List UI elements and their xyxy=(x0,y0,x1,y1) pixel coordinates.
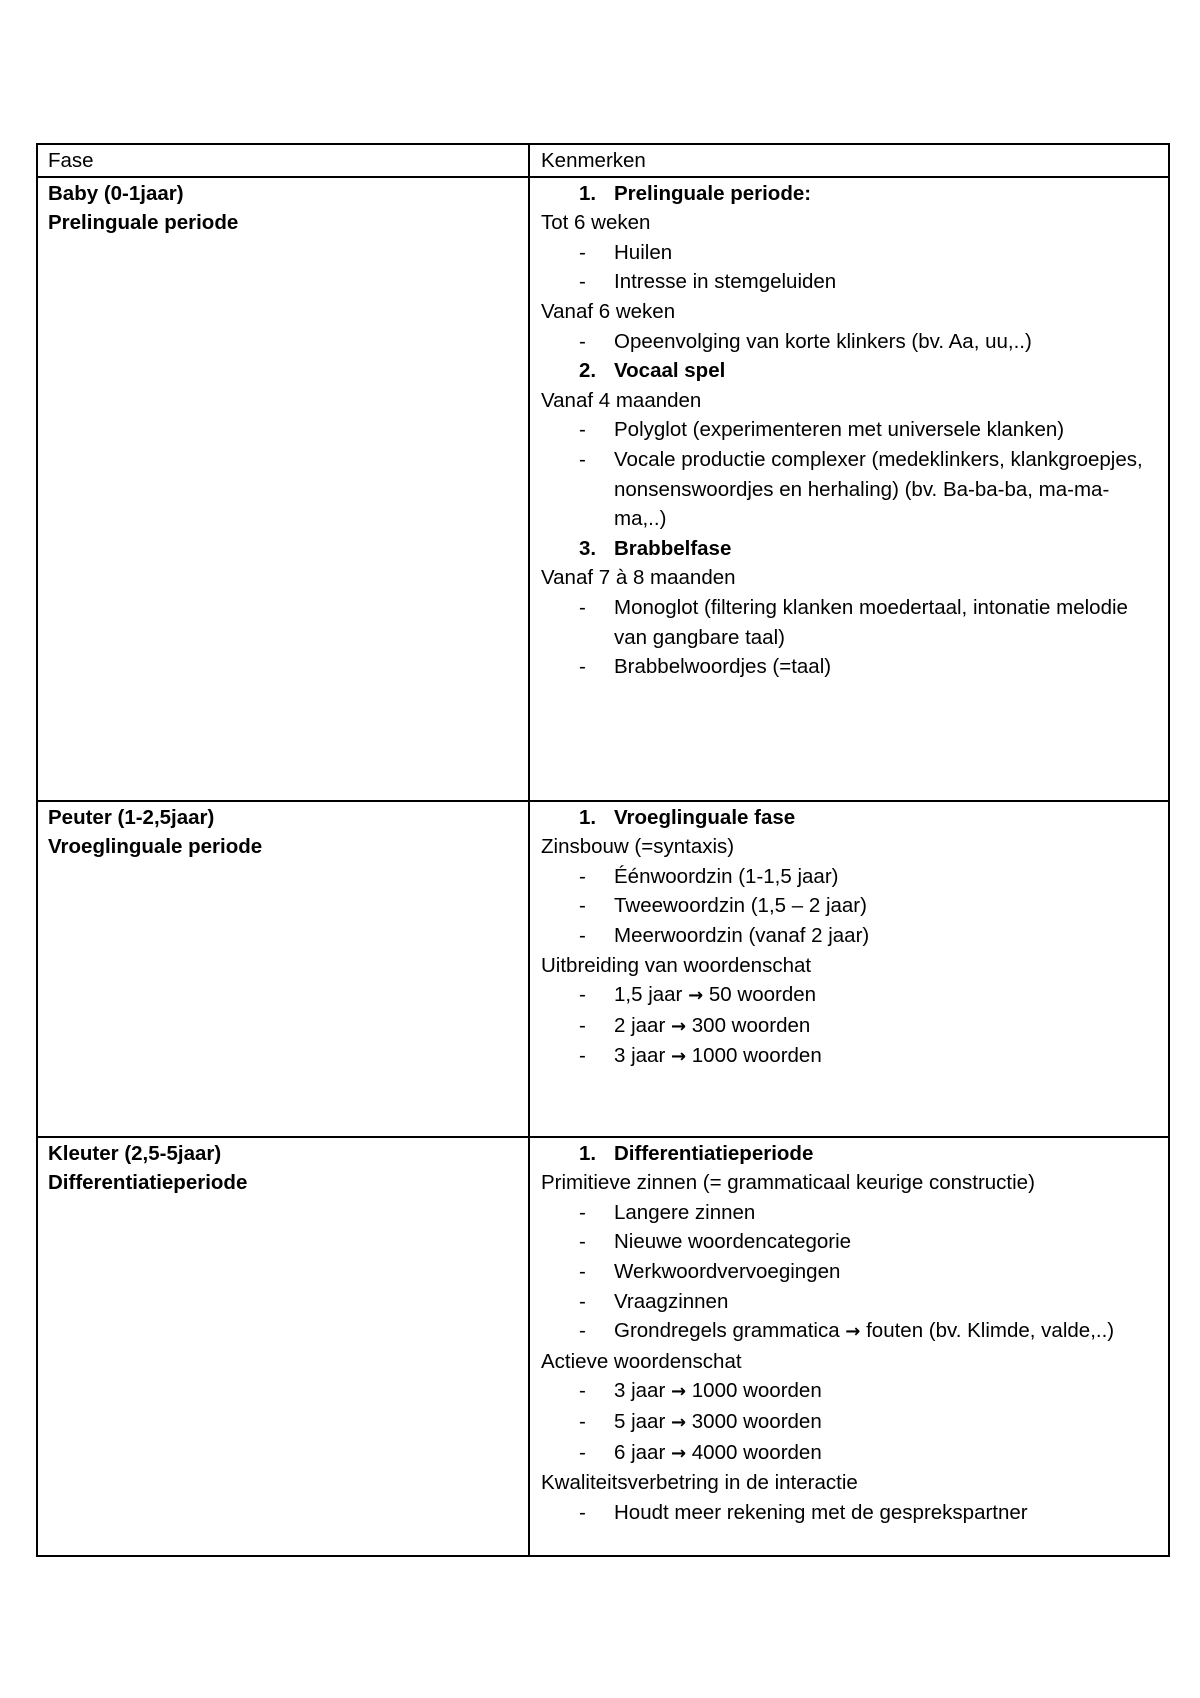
fase-title: Peuter (1-2,5jaar) xyxy=(48,805,215,829)
fase-title: Baby (0-1jaar) xyxy=(48,181,184,205)
list-item-text: Werkwoordvervoegingen xyxy=(614,1259,841,1283)
table-row xyxy=(37,1137,1169,1556)
table-header-row xyxy=(37,144,1169,177)
fase-cell xyxy=(37,801,529,1137)
dash-bullet: - xyxy=(579,1200,586,1224)
list-item xyxy=(541,1041,1168,1072)
list-item-text: Huilen xyxy=(614,240,673,264)
dash-bullet: - xyxy=(579,270,586,294)
heading-number: 3. xyxy=(579,536,597,560)
header-fase: Fase xyxy=(48,149,94,172)
phase-table xyxy=(36,143,1170,1557)
list-item-text: Grondregels grammatica xyxy=(614,1319,840,1343)
dash-bullet: - xyxy=(579,1379,586,1403)
subsection-label: Vanaf 6 weken xyxy=(541,299,676,323)
dash-bullet: - xyxy=(579,983,586,1007)
arrow-right-icon: → xyxy=(670,1442,687,1464)
dash-bullet: - xyxy=(579,1044,586,1068)
list-item-text: fouten (bv. Klimde, valde,..) xyxy=(866,1319,1115,1343)
subsection-label: Tot 6 weken xyxy=(541,211,651,235)
list-item-text: Langere zinnen xyxy=(614,1200,756,1224)
list-item-text: Polyglot (experimenteren met universele klanken) xyxy=(614,418,1065,442)
dash-bullet: - xyxy=(579,1289,586,1313)
list-item xyxy=(541,1011,1168,1042)
heading-text: Prelinguale periode: xyxy=(614,181,812,205)
dash-bullet: - xyxy=(579,864,586,888)
heading-text: Differentiatieperiode xyxy=(614,1141,814,1165)
list-item-text: Meerwoordzin (vanaf 2 jaar) xyxy=(614,923,870,947)
numbered-heading xyxy=(541,179,1168,209)
list-item-text: Monoglot (filtering klanken moedertaal, intonatie melodie van gangbare taal) xyxy=(614,595,1128,649)
dash-bullet: - xyxy=(579,1409,586,1433)
kenmerken-cell xyxy=(529,177,1169,801)
heading-number: 1. xyxy=(579,1141,597,1165)
subsection-label: Actieve woordenschat xyxy=(541,1349,742,1373)
heading-number: 1. xyxy=(579,805,597,829)
list-item xyxy=(541,327,1168,357)
fase-subtitle: Prelinguale periode xyxy=(48,211,239,235)
subsection-label: Zinsbouw (=syntaxis) xyxy=(541,835,735,859)
list-item xyxy=(541,921,1168,951)
arrow-right-icon: → xyxy=(845,1321,861,1343)
list-item-text: Tweewoordzin (1,5 – 2 jaar) xyxy=(614,894,867,918)
heading-text: Brabbelfase xyxy=(614,536,732,560)
numbered-heading xyxy=(541,534,1168,564)
list-item-text: 1,5 jaar xyxy=(614,983,683,1007)
kenmerken-cell xyxy=(529,801,1169,1137)
dash-bullet: - xyxy=(579,894,586,918)
list-item-text: Nieuwe woordencategorie xyxy=(614,1230,852,1254)
list-item-text: 1000 woorden xyxy=(691,1379,822,1403)
list-item-text: 1000 woorden xyxy=(691,1044,822,1068)
list-item xyxy=(541,1287,1168,1317)
fase-title: Kleuter (2,5-5jaar) xyxy=(48,1141,222,1165)
arrow-right-icon: → xyxy=(670,1411,687,1433)
list-item-text: 300 woorden xyxy=(691,1013,811,1037)
fase-cell xyxy=(37,1137,529,1556)
dash-bullet: - xyxy=(579,329,586,353)
list-item xyxy=(541,415,1168,445)
list-item-text: 3 jaar xyxy=(614,1044,666,1068)
arrow-right-icon: → xyxy=(670,1015,687,1037)
dash-bullet: - xyxy=(579,1440,586,1464)
list-item-text: 2 jaar xyxy=(614,1013,666,1037)
list-item xyxy=(541,267,1168,297)
header-kenmerken-cell xyxy=(529,144,1169,177)
list-item-text: 3 jaar xyxy=(614,1379,666,1403)
subsection-label: Vanaf 4 maanden xyxy=(541,388,702,412)
list-item xyxy=(541,1198,1168,1228)
dash-bullet: - xyxy=(579,655,586,679)
arrow-right-icon: → xyxy=(670,1381,687,1403)
list-item xyxy=(541,1227,1168,1257)
list-item-text: Éénwoordzin (1-1,5 jaar) xyxy=(614,864,839,888)
list-item xyxy=(541,1407,1168,1438)
list-item-text: Houdt meer rekening met de gesprekspartner xyxy=(614,1500,1028,1524)
list-item xyxy=(541,891,1168,921)
subsection-label: Vanaf 7 à 8 maanden xyxy=(541,566,736,590)
fase-subtitle: Vroeglinguale periode xyxy=(48,835,263,859)
subsection-label: Uitbreiding van woordenschat xyxy=(541,953,812,977)
subsection-label: Primitieve zinnen (= grammaticaal keurige constructie) xyxy=(541,1171,1035,1195)
dash-bullet: - xyxy=(579,418,586,442)
fase-cell xyxy=(37,177,529,801)
list-item-text: Vraagzinnen xyxy=(614,1289,729,1313)
numbered-heading xyxy=(541,1139,1168,1169)
table-row xyxy=(37,177,1169,801)
numbered-heading xyxy=(541,803,1168,833)
list-item-text: Vocale productie complexer (medeklinkers, klankgroepjes, nonsenswoordjes en herhaling) (bv. Ba-ba-ba, ma-ma-ma,..) xyxy=(614,447,1143,531)
dash-bullet: - xyxy=(579,447,586,471)
dash-bullet: - xyxy=(579,1259,586,1283)
header-fase-cell xyxy=(37,144,529,177)
heading-text: Vocaal spel xyxy=(614,359,726,383)
dash-bullet: - xyxy=(579,1230,586,1254)
table-row xyxy=(37,801,1169,1137)
heading-number: 2. xyxy=(579,359,597,383)
heading-text: Vroeglinguale fase xyxy=(614,805,796,829)
dash-bullet: - xyxy=(579,1319,586,1343)
heading-number: 1. xyxy=(579,181,597,205)
list-item xyxy=(541,1257,1168,1287)
arrow-right-icon: → xyxy=(670,1046,687,1068)
list-item-text: Brabbelwoordjes (=taal) xyxy=(614,655,832,679)
list-item xyxy=(541,593,1168,652)
list-item-text: 4000 woorden xyxy=(691,1440,822,1464)
list-item xyxy=(541,1376,1168,1407)
dash-bullet: - xyxy=(579,1013,586,1037)
list-item xyxy=(541,1316,1168,1347)
fase-subtitle: Differentiatieperiode xyxy=(48,1171,248,1195)
list-item-text: Opeenvolging van korte klinkers (bv. Aa, uu,..) xyxy=(614,329,1032,353)
list-item xyxy=(541,445,1168,534)
list-item-text: 3000 woorden xyxy=(691,1409,822,1433)
subsection-label: Kwaliteitsverbetring in de interactie xyxy=(541,1471,858,1495)
list-item-text: 5 jaar xyxy=(614,1409,666,1433)
dash-bullet: - xyxy=(579,595,586,619)
header-kenmerken: Kenmerken xyxy=(541,149,646,172)
kenmerken-cell xyxy=(529,1137,1169,1556)
dash-bullet: - xyxy=(579,240,586,264)
list-item xyxy=(541,238,1168,268)
list-item-text: Intresse in stemgeluiden xyxy=(614,270,837,294)
dash-bullet: - xyxy=(579,1500,586,1524)
list-item xyxy=(541,652,1168,682)
numbered-heading xyxy=(541,356,1168,386)
list-item xyxy=(541,1438,1168,1469)
dash-bullet: - xyxy=(579,923,586,947)
list-item-text: 6 jaar xyxy=(614,1440,666,1464)
list-item-text: 50 woorden xyxy=(708,983,817,1007)
list-item xyxy=(541,1498,1168,1528)
list-item xyxy=(541,980,1168,1011)
arrow-right-icon: → xyxy=(688,985,704,1007)
list-item xyxy=(541,862,1168,892)
